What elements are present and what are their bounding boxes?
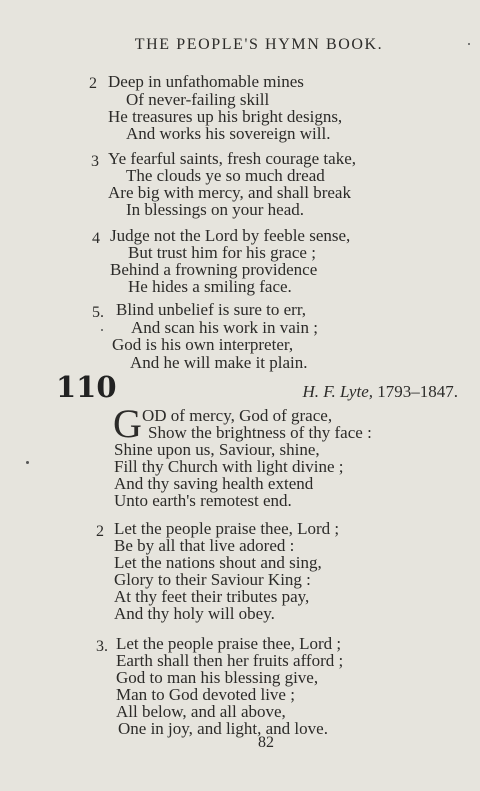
verse-line: All below, and all above, <box>116 702 286 721</box>
verse-line: But trust him for his grace ; <box>128 243 316 262</box>
verse-line: Be by all that live adored : <box>114 536 295 555</box>
verse-line: Man to God devoted live ; <box>116 685 295 704</box>
author-name: H. F. Lyte, <box>302 382 373 401</box>
paper-speck <box>468 43 470 45</box>
verse-line: Let the nations shout and sing, <box>114 553 322 572</box>
verse-number: 3 <box>91 153 99 170</box>
drop-cap: G <box>113 401 142 446</box>
paper-speck <box>101 329 103 331</box>
page-number: 82 <box>258 734 274 751</box>
verse-number: 2 <box>96 523 104 540</box>
verse-number: 5. <box>92 304 104 321</box>
verse-line: God is his own interpreter, <box>112 335 294 354</box>
verse-number: 4 <box>92 230 100 247</box>
verse-line: He hides a smiling face. <box>128 277 292 296</box>
verse-line: Judge not the Lord by feeble sense, <box>110 226 351 245</box>
verse-line: And thy holy will obey. <box>114 604 275 623</box>
author-years: 1793–1847. <box>377 382 458 401</box>
hymn-author <box>303 382 458 402</box>
verse-line: Unto earth's remotest end. <box>114 491 292 510</box>
running-header: THE PEOPLE'S HYMN BOOK. <box>134 36 384 53</box>
verse-line: Ye fearful saints, fresh courage take, <box>108 149 356 168</box>
verse-line: Of never-failing skill <box>126 90 270 109</box>
verse-line: And scan his work in vain ; <box>131 318 318 337</box>
verse-line: One in joy, and light, and love. <box>118 719 328 738</box>
verse-line: And he will make it plain. <box>130 353 308 372</box>
verse-line: Earth shall then her fruits afford ; <box>116 651 344 670</box>
verse-line: Are big with mercy, and shall break <box>108 183 351 202</box>
verse-line: And thy saving health extend <box>114 474 314 493</box>
verse-line: OD of mercy, God of grace, <box>142 406 333 425</box>
verse-line: At thy feet their tributes pay, <box>114 587 310 606</box>
verse-line: And works his sovereign will. <box>126 124 331 143</box>
verse-line: In blessings on your head. <box>126 200 305 219</box>
verse-line: Show the brightness of thy face : <box>148 423 372 442</box>
hymn-number: 110 <box>56 370 117 404</box>
verse-number: 3. <box>96 638 108 655</box>
verse-line: Blind unbelief is sure to err, <box>116 300 307 319</box>
verse-line: Let the people praise thee, Lord ; <box>114 519 340 538</box>
verse-line: God to man his blessing give, <box>116 668 319 687</box>
verse-line: Fill thy Church with light divine ; <box>114 457 344 476</box>
verse-line: The clouds ye so much dread <box>126 166 325 185</box>
verse-line: Behind a frowning providence <box>110 260 318 279</box>
verse-line: Deep in unfathomable mines <box>108 72 304 91</box>
verse-number: 2 <box>89 75 97 92</box>
verse-line: He treasures up his bright designs, <box>108 107 343 126</box>
verse-line: Let the people praise thee, Lord ; <box>116 634 342 653</box>
verse-line: Shine upon us, Saviour, shine, <box>114 440 320 459</box>
paper-speck <box>26 461 29 464</box>
verse-line: Glory to their Saviour King : <box>114 570 311 589</box>
